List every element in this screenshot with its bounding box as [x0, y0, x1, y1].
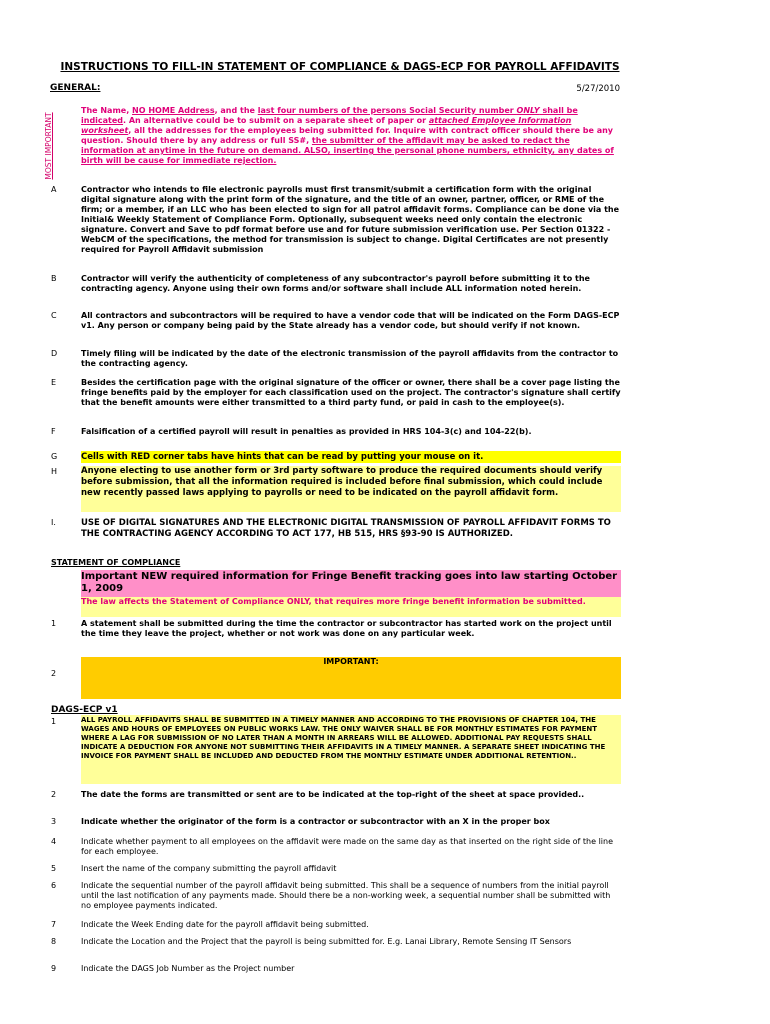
item-label-e: E: [51, 378, 57, 387]
intro-text-3: , and the: [214, 106, 258, 115]
dags-item-text-4: Indicate whether payment to all employees on the affidavit were made on the same day as that inserted on the right side of the line for each employee.: [81, 837, 614, 856]
dags-item-text-3: Indicate whether the originator of the form is a contractor or subcontractor with an X in the proper box: [81, 817, 550, 826]
dags-item-label-8: 8: [51, 937, 57, 946]
item-text-a: Contractor who intends to file electronic payrolls must first transmit/submit a certification form with the original digital signature along with the print form of the signature, and the title of an owner, partner, officer, or RME of the firm; or a member, if an LLC who has been elected to sign for all patrol affidavit forms. Compliance can be done via the Initial& Weekly Statement of Compliance Form. Optionally, subsequent weeks need only contain the electronic signature. Convert and Save to pdf format before use and for future submission verification use. Per Section 01322 - WebCM of the specifications, the method for transmission is subject to change. Digital Certificates are not presently required for Payroll Affidavit submission: [81, 185, 620, 254]
fringe-subtext: The law affects the Statement of Compliance ONLY, that requires more fringe benefit information be submitted.: [81, 597, 621, 617]
intro-employee-worksheet: attached Employee Information worksheet: [81, 116, 572, 135]
item-text-h: Anyone electing to use another form or 3rd party software to produce the required documents should verify before submission, that all the information required is included before final submission, which could include new recently passed laws applying to payrolls or need to be indicated on the payroll affidavit form.: [81, 466, 621, 512]
item-label-d: D: [51, 349, 58, 358]
soc-item-label-2: 2: [51, 669, 57, 678]
dags-item-label-2: 2: [51, 790, 57, 799]
dags-item-label-9: 9: [51, 964, 57, 973]
intro-paragraph: [81, 106, 621, 166]
dags-item-label-3: 3: [51, 817, 57, 826]
item-text-c: All contractors and subcontractors will be required to have a vendor code that will be indicated on the Form DAGS-ECP v1. Any person or company being paid by the State already has a vendor code, but should verify if not known.: [81, 311, 620, 330]
intro-text-1: The Name,: [81, 106, 133, 115]
dags-item-text-1: ALL PAYROLL AFFIDAVITS SHALL BE SUBMITTED IN A TIMELY MANNER AND ACCORDING TO THE PROVISIONS OF CHAPTER 104, THE WAGES AND HOURS OF EMPLOYEES ON PUBLIC WORKS LAW. THE ONLY WAIVER SHALL BE FOR MONTHLY ESTIMATES FOR PAYMENT WHERE A LAG FOR SUBMISSION OF NO LATER THAN A MONTH IN ARREARS WILL BE ALLOWED. ADDITIONAL PAY REQUESTS SHALL INDICATE A DEDUCTION FOR ANYONE NOT SUBMITTING THEIR AFFIDAVITS IN A TIMELY MANNER. A SEPARATE SHEET INDICATING THE INVOICE FOR PAYMENT SHALL BE INCLUDED AND DEDUCTED FROM THE MONTHLY ESTIMATE UNDER ADDITIONAL RETENTION..: [81, 715, 621, 784]
intro-no-home-address: NO HOME Address: [132, 106, 215, 115]
dags-item-label-7: 7: [51, 920, 57, 929]
general-heading: GENERAL:: [50, 83, 101, 93]
item-text-b: Contractor will verify the authenticity of completeness of any subcontractor's payroll before submitting it to the contracting agency. Anyone using their own forms and/or software shall include ALL information noted herein.: [81, 274, 590, 293]
intro-ssn-text: last four numbers of the persons Social Security number: [257, 106, 517, 115]
dags-item-text-9: Indicate the DAGS Job Number as the Project number: [81, 964, 295, 973]
item-text-d: Timely filing will be indicated by the date of the electronic transmission of the payroll affidavits from the contractor to the contracting agency.: [81, 349, 619, 368]
document-title: INSTRUCTIONS TO FILL-IN STATEMENT OF COMPLIANCE & DAGS-ECP FOR PAYROLL AFFIDAVITS: [60, 61, 620, 73]
dags-heading: DAGS-ECP v1: [51, 705, 118, 715]
dags-item-label-4: 4: [51, 837, 57, 846]
item-label-g: G: [51, 452, 58, 461]
intro-text-7: . An alternative could be to submit on a separate sheet of paper or: [123, 116, 429, 125]
fringe-notice: Important NEW required information for Fringe Benefit tracking goes into law starting October 1, 2009: [81, 570, 621, 597]
dags-item-label-5: 5: [51, 864, 57, 873]
soc-item-label-1: 1: [51, 619, 57, 628]
item-text-f: Falsification of a certified payroll will result in penalties as provided in HRS 104-3(c) and 104-22(b).: [81, 427, 532, 436]
intro-shall-be-indicated: shall be indicated: [81, 106, 578, 125]
dags-item-text-8: Indicate the Location and the Project that the payroll is being submitted for. E.g. Lanai Library, Remote Sensing IT Sensors: [81, 937, 572, 946]
dags-item-text-6: Indicate the sequential number of the payroll affidavit being submitted. This shall be a sequence of numbers from the initial payroll until the last notification of any payments made. Should there be a non-working week, a sequential number shall be submitted with no employee payments indicated.: [81, 881, 611, 910]
item-label-c: C: [51, 311, 57, 320]
soc-item-text-1: A statement shall be submitted during the time the contractor or subcontractor has started work on the project until the time they leave the project, whether or not work was done on any particular week.: [81, 619, 612, 638]
item-text-g: Cells with RED corner tabs have hints that can be read by putting your mouse on it.: [81, 451, 621, 463]
intro-redact-warning: the submitter of the affidavit may be asked to redact the information at anytime in the future on demand. ALSO, inserting the personal phone numbers, ethnicity, any dates of birth will be cause for immediate rejection.: [81, 136, 614, 165]
item-label-h: H: [51, 467, 58, 476]
most-important-side-label: MOST IMPORTANT: [44, 112, 53, 180]
soc-heading: STATEMENT OF COMPLIANCE: [51, 558, 181, 567]
item-label-i: I.: [51, 518, 56, 527]
item-text-e: Besides the certification page with the original signature of the officer or owner, there shall be a cover page listing the fringe benefits paid by the employer for each classification used on the project. The contractor's signature shall certify that the benefit amounts were either transmitted to a third party fund, or paid in cash to the employee(s).: [81, 378, 621, 407]
dags-item-text-7: Indicate the Week Ending date for the payroll affidavit being submitted.: [81, 920, 369, 929]
item-label-f: F: [51, 427, 56, 436]
dags-item-label-1: 1: [51, 717, 57, 726]
intro-text-9: , all the addresses for the employees being submitted for. Inquire with contract officer should there be any question. Should there by any address or full SS#,: [81, 126, 614, 145]
dags-item-text-5: Insert the name of the company submitting the payroll affidavit: [81, 864, 337, 873]
item-text-i: USE OF DIGITAL SIGNATURES AND THE ELECTRONIC DIGITAL TRANSMISSION OF PAYROLL AFFIDAVIT FORMS TO THE CONTRACTING AGENCY ACCORDING TO ACT 177, HB 515, HRS §93-90 IS AUTHORIZED.: [81, 518, 611, 539]
document-date: 5/27/2010: [576, 84, 620, 94]
item-label-b: B: [51, 274, 57, 283]
important-label: IMPORTANT:: [323, 657, 379, 666]
dags-item-label-6: 6: [51, 881, 57, 890]
dags-item-text-2: The date the forms are transmitted or sent are to be indicated at the top-right of the sheet at space provided..: [81, 790, 585, 799]
important-box: [81, 657, 621, 699]
intro-only-text: ONLY: [516, 106, 540, 115]
item-label-a: A: [51, 185, 57, 194]
